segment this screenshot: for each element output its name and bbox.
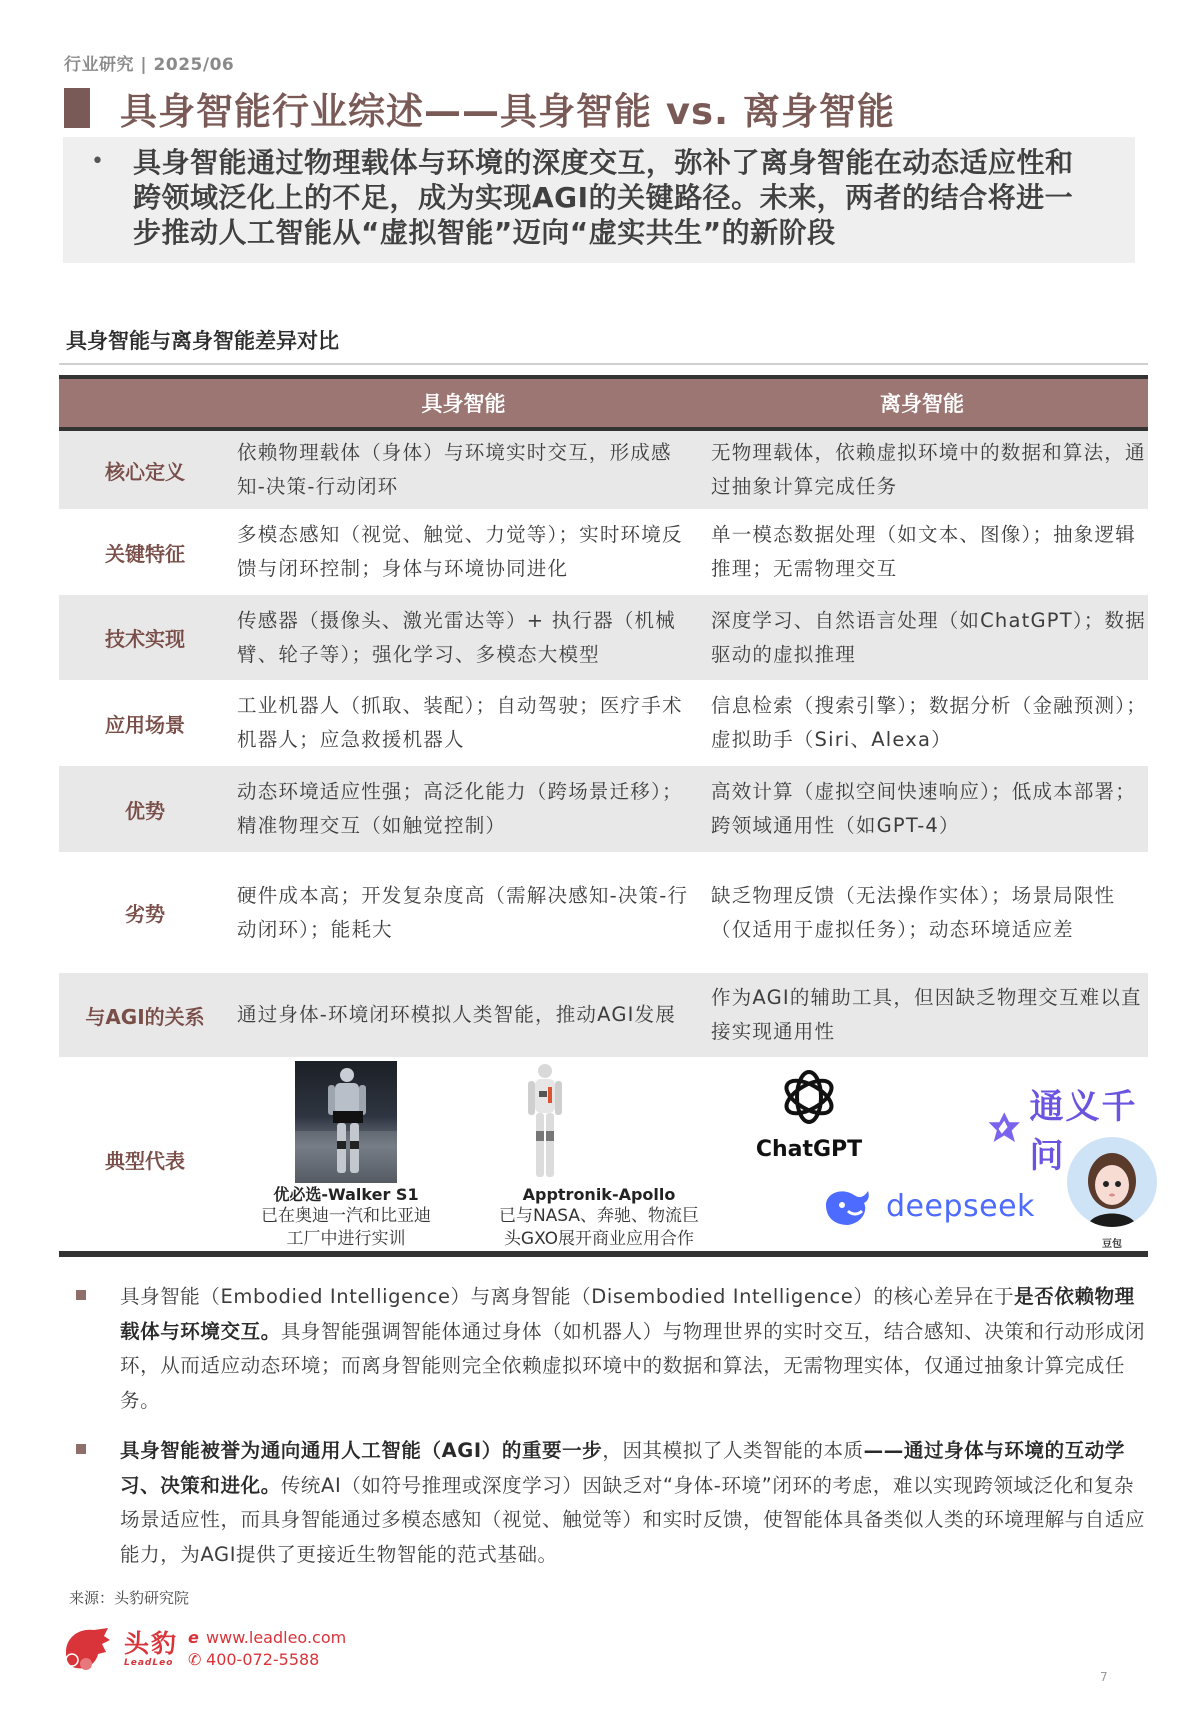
table-title: 具身智能与离身智能差异对比 [66,329,339,353]
table-row [59,595,1148,680]
avatar-girl-icon [1067,1137,1157,1227]
table-row [59,973,1148,1057]
header-cell-disembodied: 离身智能 [880,392,964,416]
footer-brand [60,1624,346,1674]
divider [59,363,1148,365]
web-e-icon: e [188,1628,199,1647]
square-bullet-icon [76,1444,86,1454]
summary-box [63,137,1135,263]
whale-icon [822,1185,880,1227]
deepseek-logo: deepseek [822,1185,1035,1227]
cell-disembodied: 深度学习、自然语言处理（如ChatGPT）；数据驱动的虚拟推理 [711,608,1146,666]
cell-disembodied: 作为AGI的辅助工具，但因缺乏物理交互难以直接实现通用性 [711,986,1142,1043]
bullet-text: 具身智能（Embodied Intelligence）与离身智能（Disembodied Intelligence）的核心差异在于是否依赖物理载体与环境交互。具身智能强调智能体通过身体（如机器人）与物理世界的实时交互，结合感知、决策和行动形成闭环，从而适应动态环境；而离身智能则完全依赖虚拟环境中的数据和算法，无需物理实体，仅通过抽象计算完成任务。 [120,1285,1146,1412]
chatgpt-logo: ChatGPT [749,1067,869,1162]
cell-embodied: 传感器（摄像头、激光雷达等）+ 执行器（机械臂、轮子等）；强化学习、多模态大模型 [237,608,676,666]
square-bullet-icon [76,1290,86,1300]
brand-name: 头豹 LeadLeo [124,1629,179,1668]
table-row [59,852,1148,973]
bullet-item [76,1434,1146,1572]
phone-number: 400-072-5588 [206,1650,320,1669]
leopard-logo-icon [60,1624,112,1674]
tongyi-star-icon [987,1107,1022,1149]
cell-disembodied: 无物理载体，依赖虚拟环境中的数据和算法，通过抽象计算完成任务 [711,441,1146,498]
cell-embodied: 依赖物理载体（身体）与环境实时交互，形成感知-决策-行动闭环 [237,441,672,498]
cell-embodied: 多模态感知（视觉、触觉、力觉等）；实时环境反馈与闭环控制；身体与环境协同进化 [237,523,683,580]
phone-icon: ✆ [188,1650,202,1669]
summary-text: 具身智能通过物理载体与环境的深度交互，弥补了离身智能在动态适应性和跨领域泛化上的不足，成为实现AGI的关键路径。未来，两者的结合将进一步推动人工智能从“虚拟智能”迈向“虚实共生”的新阶段 [133,146,1074,249]
page-title-row [64,86,895,133]
header-cell-embodied: 具身智能 [421,392,506,416]
page-title: 具身智能行业综述——具身智能 vs. 离身智能 [120,90,895,133]
cell-embodied: 硬件成本高；开发复杂度高（需解决感知-决策-行动闭环）；能耗大 [237,883,689,941]
bullet-text: 具身智能被誉为通向通用人工智能（AGI）的重要一步，因其模拟了人类智能的本质——通过身体与环境的互动学习、决策和进化。传统AI（如符号推理或深度学习）因缺乏对“身体-环境”闭环的考虑，难以实现跨领域泛化和复杂场景适应性，而具身智能通过多模态感知（视觉、触觉等）和实时反馈，使智能体具备类似人类的环境理解与自适应能力，为AGI提供了更接近生物智能的范式基础。 [120,1439,1146,1566]
cell-disembodied: 缺乏物理反馈（无法操作实体）；场景局限性（仅适用于虚拟任务）；动态环境适应差 [711,883,1116,941]
cell-disembodied: 高效计算（虚拟空间快速响应）；低成本部署；跨领域通用性（如GPT-4） [711,780,1136,837]
brand-contact [188,1627,346,1671]
row-label: 应用场景 [105,712,185,737]
table-row [59,431,1148,509]
row-label: 技术实现 [105,627,185,651]
apptronik-apollo-robot-image [515,1061,575,1183]
cell-disembodied: 单一模态数据处理（如文本、图像）；抽象逻辑推理；无需物理交互 [711,523,1136,580]
openai-knot-icon [779,1067,839,1127]
page-number: 7 [1100,1670,1108,1684]
row-label: 典型代表 [105,1149,185,1173]
bullet-dot-icon: • [91,149,104,174]
cell-embodied: 通过身体-环境闭环模拟人类智能，推动AGI发展 [237,1003,676,1026]
row-label: 与AGI的关系 [85,1004,205,1029]
rep-apptronik-apollo: Apptronik-Apollo 已与NASA、奔驰、物流巨 头GXO展开商业应用合作 [498,1185,700,1249]
title-accent-bar [64,88,90,128]
cell-embodied: 工业机器人（抓取、装配）；自动驾驶；医疗手术机器人；应急救援机器人 [237,694,683,751]
representatives-row [59,1057,1148,1257]
doubao-logo: 豆包 [1065,1137,1159,1250]
comparison-table [59,375,1148,1257]
row-label: 关键特征 [105,541,185,566]
table-row [59,766,1148,852]
explanation-bullets [76,1280,1146,1588]
row-label: 劣势 [125,902,165,926]
table-row [59,509,1148,595]
row-label: 核心定义 [105,459,185,484]
walker-s1-robot-image [295,1061,397,1183]
table-header [59,375,1148,431]
table-row [59,680,1148,766]
bullet-item [76,1280,1146,1418]
rep-walker-s1: 优必选-Walker S1 已在奥迪一汽和比亚迪 工厂中进行实训 [261,1185,431,1249]
tongyi-qianwen-logo: 通义千问 [987,1079,1148,1177]
cell-embodied: 动态环境适应性强；高泛化能力（跨场景迁移）；精准物理交互（如触觉控制） [237,780,683,837]
report-meta: 行业研究 | 2025/06 [64,55,235,75]
cell-disembodied: 信息检索（搜索引擎）；数据分析（金融预测）；虚拟助手（Siri、Alexa） [711,694,1147,751]
source-note: 来源：头豹研究院 [69,1589,190,1607]
website-link[interactable]: www.leadleo.com [206,1628,347,1647]
row-label: 优势 [125,798,165,823]
